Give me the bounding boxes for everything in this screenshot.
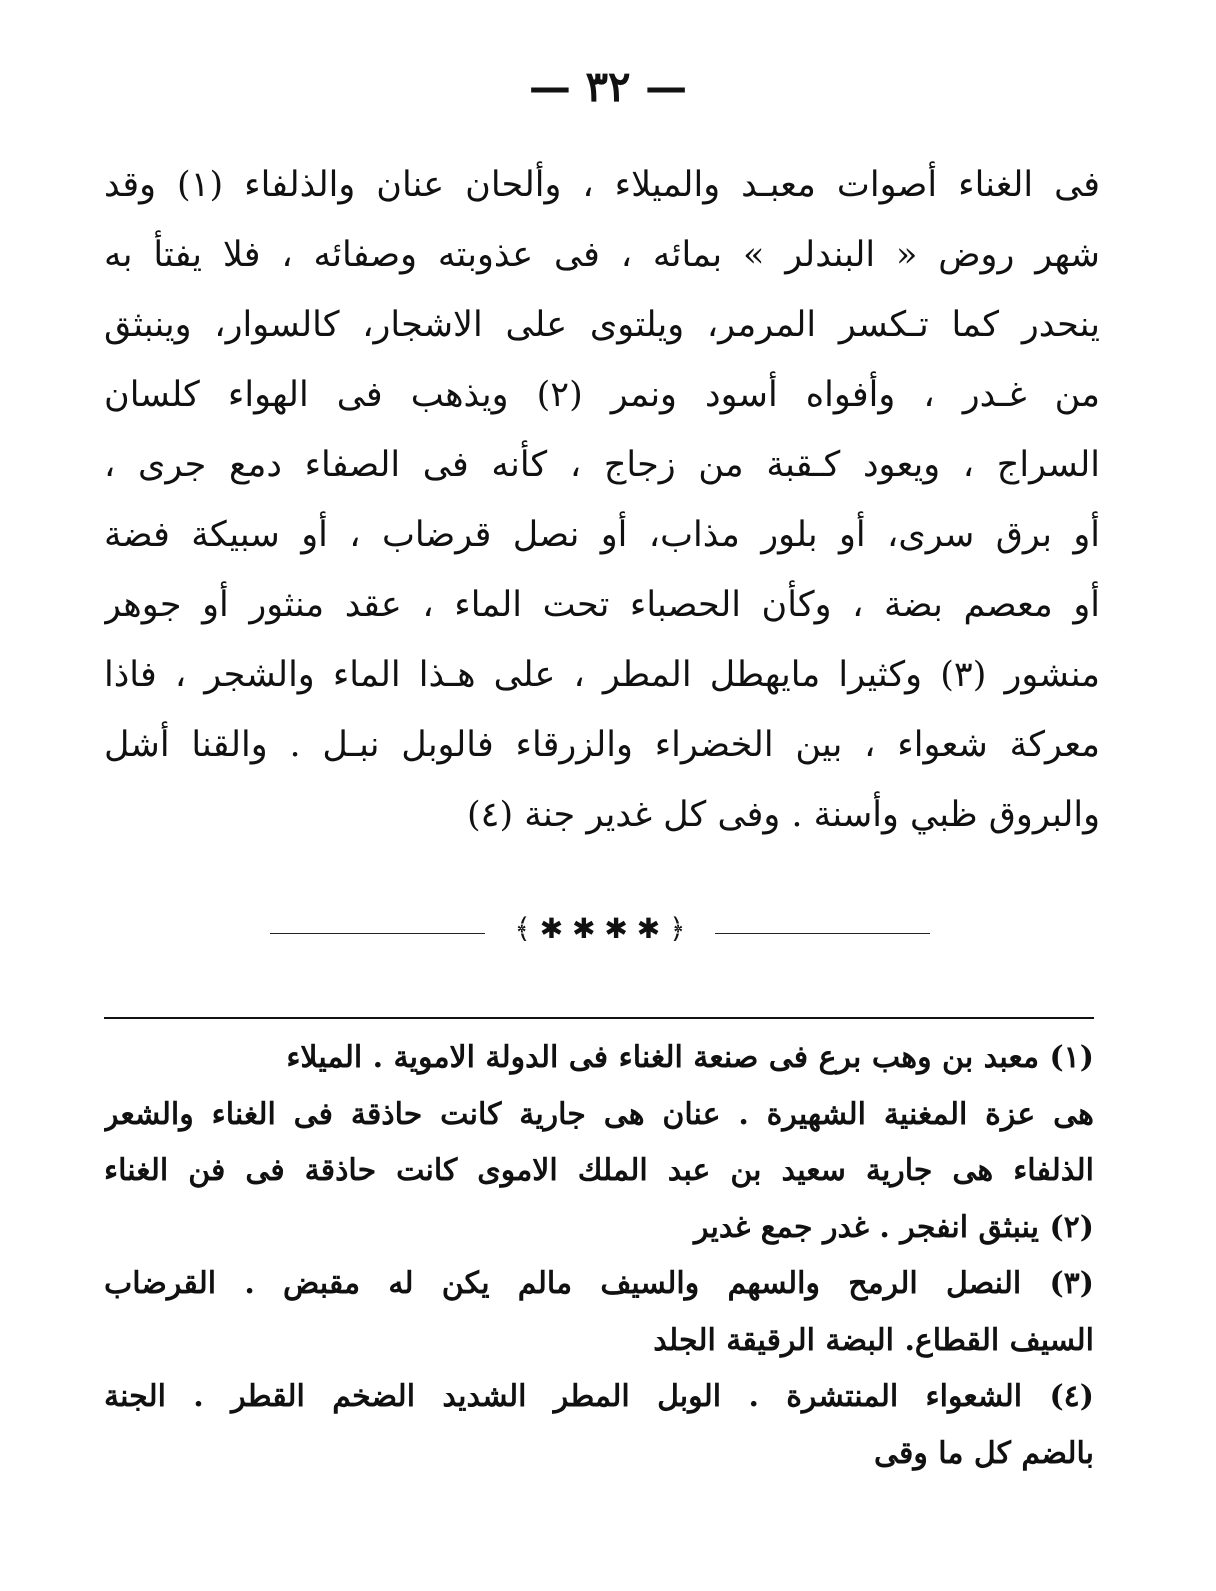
divider-stars: ﴾ ✱ ✱ ✱ ✱ ﴿ <box>514 912 686 945</box>
footnote-line: هى عزة المغنية الشهيرة . عنان هى جارية كانت حاذقة فى الغناء والشعر <box>104 1096 1094 1132</box>
footnote-line: (٤) الشعواء المنتشرة . الوبل المطر الشديد الضخم القطر . الجنة <box>104 1379 1094 1414</box>
section-divider-ornament <box>270 912 930 952</box>
body-line: فى الغناء أصوات معبـد والميلاء ، وألحان عنان والذلفاء (١) وقد <box>104 165 1100 205</box>
body-line: ينحدر كما تـكسر المرمر، ويلتوى على الاشجار، كالسوار، وينبثق <box>104 305 1100 345</box>
body-line: من غـدر ، وأفواه أسود ونمر (٢) ويذهب فى الهواء كلسان <box>104 375 1100 415</box>
footnote-line: بالضم كل ما وقى <box>874 1435 1094 1471</box>
body-line: منشور (٣) وكثيرا مايهطل المطر ، على هـذا الماء والشجر ، فاذا <box>104 655 1100 695</box>
footnote-separator <box>104 1017 1094 1019</box>
body-line: شهر روض « البندلر » بمائه ، فى عذوبته وصفائه ، فلا يفتأ به <box>104 235 1100 275</box>
footnote-line: (١) معبد بن وهب برع فى صنعة الغناء فى الدولة الاموية . الميلاء <box>286 1040 1094 1075</box>
body-line: أو معصم بضة ، وكأن الحصباء تحت الماء ، عقد منثور أو جوهر <box>104 585 1100 625</box>
footnotes <box>104 1030 1094 1482</box>
page-number: — ٣٢ — <box>528 62 688 111</box>
footnote-line: (٣) النصل الرمح والسهم والسيف مالم يكن له مقبض . القرضاب <box>104 1266 1094 1301</box>
footnote-line: (٢) ينبثق انفجر . غدر جمع غدير <box>693 1209 1094 1245</box>
divider-rule-right <box>715 933 930 934</box>
divider-rule-left <box>270 933 485 934</box>
body-line: السراج ، ويعود كـقبة من زجاج ، كأنه فى الصفاء دمع جرى ، <box>104 445 1100 485</box>
footnote-line: السيف القطاع. البضة الرقيقة الجلد <box>653 1322 1094 1358</box>
body-line: أو برق سرى، أو بلور مذاب، أو نصل قرضاب ، أو سبيكة فضة <box>104 515 1100 555</box>
body-text <box>104 150 1100 850</box>
footnote-line: الذلفاء هى جارية سعيد بن عبد الملك الاموى كانت حاذقة فى فن الغناء <box>104 1153 1094 1188</box>
body-line: والبروق ظبي وأسنة . وفى كل غدير جنة (٤) <box>466 795 1100 835</box>
body-line: معركة شعواء ، بين الخضراء والزرقاء فالوبل نبـل . والقنا أشل <box>104 725 1100 765</box>
